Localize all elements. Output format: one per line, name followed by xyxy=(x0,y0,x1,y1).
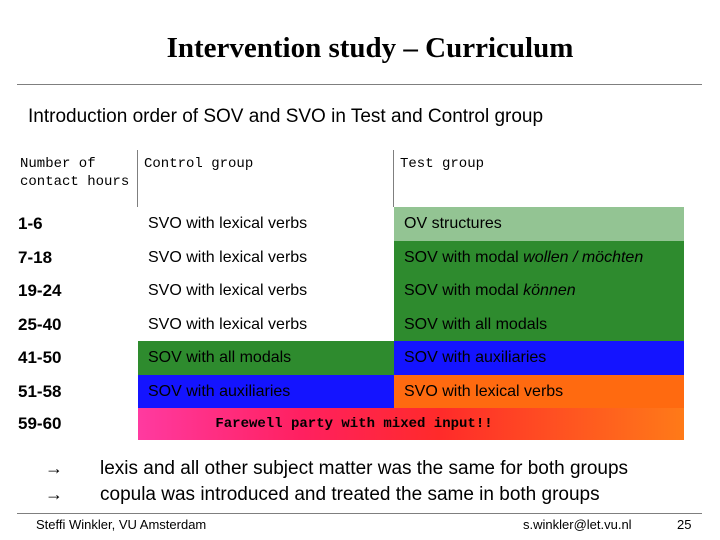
footer-author: Steffi Winkler, VU Amsterdam xyxy=(36,517,207,532)
control-cell: SVO with lexical verbs xyxy=(138,308,394,341)
arrow-right-icon: → xyxy=(45,484,63,504)
hours-cell: 51-58 xyxy=(16,375,138,408)
hours-cell: 59-60 xyxy=(16,408,138,440)
test-cell-italic: wollen / möchten xyxy=(523,248,644,266)
arrow-right-icon: → xyxy=(45,458,63,478)
header-hours-line2: contact hours xyxy=(20,174,130,190)
footer-email: s.winkler@let.vu.nl xyxy=(523,517,632,532)
test-cell: OV structures xyxy=(394,207,684,241)
header-hours-line1: Number of xyxy=(20,156,96,172)
footer-divider xyxy=(17,513,702,514)
test-cell xyxy=(394,241,684,274)
test-cell-italic: können xyxy=(523,282,576,299)
slide-title: Intervention study – Curriculum xyxy=(166,32,574,64)
title-divider xyxy=(17,84,702,85)
bullet-text: copula was introduced and treated the same in both groups xyxy=(100,484,600,505)
hours-cell: 25-40 xyxy=(16,308,138,341)
header-hours xyxy=(16,150,138,207)
test-cell xyxy=(394,274,684,308)
hours-cell: 7-18 xyxy=(16,241,138,274)
control-cell: SVO with lexical verbs xyxy=(138,207,394,241)
control-cell: SOV with auxiliaries xyxy=(138,375,394,408)
test-cell: SOV with auxiliaries xyxy=(394,341,684,375)
test-cell: SOV with all modals xyxy=(394,308,684,341)
test-cell-text: SOV with modal xyxy=(404,282,524,299)
header-control: Control group xyxy=(138,150,394,207)
hours-cell: 1-6 xyxy=(16,207,138,241)
control-cell: SOV with all modals xyxy=(138,341,394,375)
test-cell: SVO with lexical verbs xyxy=(394,375,684,408)
control-cell: SVO with lexical verbs xyxy=(138,241,394,274)
test-cell-text: SOV with modal xyxy=(404,248,524,266)
hours-cell: 41-50 xyxy=(16,341,138,375)
control-cell: SVO with lexical verbs xyxy=(138,274,394,308)
hours-cell: 19-24 xyxy=(16,274,138,308)
slide-subtitle: Introduction order of SOV and SVO in Test and Control group xyxy=(28,106,544,127)
curriculum-table xyxy=(16,150,684,440)
bullet-text: lexis and all other subject matter was the same for both groups xyxy=(100,458,629,479)
header-test: Test group xyxy=(394,150,684,207)
farewell-cell: Farewell party with mixed input!! xyxy=(138,408,684,440)
page-number: 25 xyxy=(677,517,692,532)
